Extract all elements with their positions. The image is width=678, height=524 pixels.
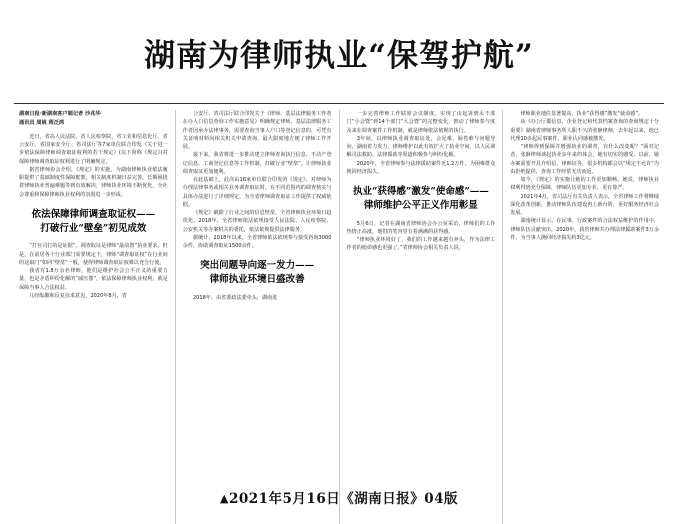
section-subheading — [183, 259, 332, 287]
paragraph: 公安厅、省司法厅联合印发关于《律师、基层法律服务工作者在办人口信息查询工作实施意见》明确规定律师、基层法律服务工作者因承办法律事务，需要查询当事人户口等登记信息的，可凭有关证明材料向相关机关申请查询，最大限度地方便了律师工作开展。 — [182, 111, 332, 151]
paragraph: 如今，《规定》的实施让她的工作更加顺畅。她说，律师执业权利得到充分保障，律师队伍更加专业、更有尊严。 — [510, 177, 659, 192]
paragraph: 一步完善律师工作联席会议制度，实现了由起诉到永不部门“小会暨”到14个部门“大会暨”的完整变化，推动了律师参与度及来在调查案件工作机制，就是律师依法依规的执行。 — [346, 111, 496, 134]
paragraph: 据省律师协会介绍，《规定》的实施，为湖南律师执业依法履职提供了基础制度性保障框架，相关制度机制日益完善，长期困扰着律师执业普遍难题等到有效解决，律师执业环境不断优化，全社会尊重和保障律师执业权利的氛围进一步形成。 — [19, 166, 168, 198]
paragraph: 我省有1.8万余名律师，他们是维护社会公平正义的重要力量，也是矛盾纠纷化解的“减压器”，依法保障律师执业权利，就是保障当事人合法权益。 — [19, 268, 168, 291]
footer-text: 2021年5月16日《湖南日报》04版 — [228, 490, 458, 507]
paragraph: “打官司打的是证据”。调查取证是律师“最前置”执业要求，但是，在前居各个行业部门需要规定下，律师“调查取证权”在行业间的这扇门“如同“壁垒”一般，使得律师调查取证权难以充分行使。 — [19, 243, 168, 266]
paragraph: 2021年4月，省司法厅有关负责人表示，全省律师工作将继续深化改革创新，推动律师队伍建设再上新台阶，更好服务经济社会发展。 — [510, 193, 659, 217]
paragraph: 2020年，全省律师参与法律援助案件近1.2万件，为困难群众挽回经济损失。 — [346, 160, 496, 175]
article-column-4 — [503, 110, 666, 524]
newspaper-page — [0, 21, 678, 517]
paragraph: 3年间，以律师执业调查取证处，会见难、阅卷难与问题导向，湖南着力发力，律师维护以此有效扩大了执业空间，以人民调解司法救助、法律援助等渠道积极参与纠纷化解。 — [346, 135, 496, 159]
paragraph: “律师得到保障并增强执业的调查，有什么改变呢？”面对记者，张静律师谈起执业多年来的体会，她有切实的感受。以前，她办案需要开具介绍信、律师证等，很多机构都会以“规定不允许”为由拒绝提供，查询工作经常无功而返。 — [510, 144, 659, 175]
subheading-line-1: 突出问题导向逐一发力—— — [200, 260, 315, 272]
paragraph: 律师职业地位显著提高，执业“获得感”激发“使命感”。 — [520, 111, 644, 118]
article-column-3 — [340, 110, 504, 524]
byline-line-1: 湖南日报·新湖南客户端记者 沙兆华 — [19, 111, 101, 118]
triangle-icon: ▲ — [219, 491, 229, 505]
paragraph: 湖南统计显示，在民事、行政案件的合法权益维护的作用中，律师队伍贡献突出。2020年，我省律师共办理法律援助案件3万余件，为当事人挽回经济损失约3亿元。 — [510, 218, 659, 241]
article-columns — [0, 104, 678, 524]
paragraph: 接下来，我省将进一步推动建立律师查询执行信息、不动产登记信息、工商登记信息等工作机制，打破行业“壁垒”，让律师执业调查取证更加便利。 — [182, 152, 332, 175]
paragraph: 《规定》破除了行业之间的信息壁垒，全省律师执业环境日趋优化。2018年，全省律师依法依规接受人民法院、人民检察院、公安机关等办案机关的委托，依法依规提供法律服务。 — [182, 210, 332, 233]
subheading-line-2: 律师执业环境日盛改善 — [209, 274, 305, 286]
article-column-2 — [176, 110, 340, 524]
paragraph: 几经酝酿和反复征求意见，2020年8月，省 — [29, 292, 127, 299]
paragraph: 在此基础上，此次由16家单位联合印发的《规定》，对律师为办理法律事务或相关业务调查取证时，在不同范围内的调查核实与具体办法进行了详细规定，为全省律师调查取证工作提供了权威依据。 — [182, 177, 332, 208]
subheading-line-1: 依法保障律师调查取证权—— — [31, 208, 156, 220]
subheading-line-2: 打破行业“壁垒”初见成效 — [40, 222, 147, 234]
page-headline: 湖南为律师执业“保驾护航” — [144, 37, 534, 74]
paragraph: 5月6日，记者在湖南省律师协会办公室采访，律师们的工作热情正高涨，他们的笑容里有着满满的获得感。 — [346, 220, 496, 235]
page-footer — [0, 487, 678, 507]
paragraph: 从《办公厅都信息、企业登记和代表档案查询的查询规定十分重要》湖南省律师事务所人职不久的张静律师，去年起以来，他已代理10多起民事案件，职业认同感被激发。 — [510, 119, 659, 142]
subheading-line-2: 律师维护公平正义作用彰显 — [363, 199, 478, 211]
article-column-1 — [12, 110, 176, 524]
byline-line-2: 通讯员 周姚 蒋泛鸿 — [19, 120, 65, 127]
paragraph: “律师执业环境好了，我们的工作越来越有奔头，作为法律工作者的使命感也更强了。”省律师协会相关负责人说。 — [346, 237, 496, 252]
paragraph: 近日，省高人民法院、省人民检察院、省工业和信息化厅、省公安厅、省国家安全厅、省司法厅等7家单位联合印发《关于进一步依法保障律师调查取证权利的若干规定》(以下简称《规定》)对保障律师调查取证权利进行了明确规定。 — [19, 133, 168, 165]
paragraph: 据统计，2018年以来，全省律师依法依规参与接受咨询3000余件，协助调查取证1500余件。 — [182, 234, 332, 250]
section-subheading — [347, 185, 496, 213]
byline — [19, 110, 168, 128]
section-subheading — [19, 208, 168, 236]
subheading-line-1: 执业“获得感”激发“使命感”—— — [352, 186, 489, 198]
paragraph: 2018年，由省委政法委牵头，湖南进 — [192, 294, 278, 301]
